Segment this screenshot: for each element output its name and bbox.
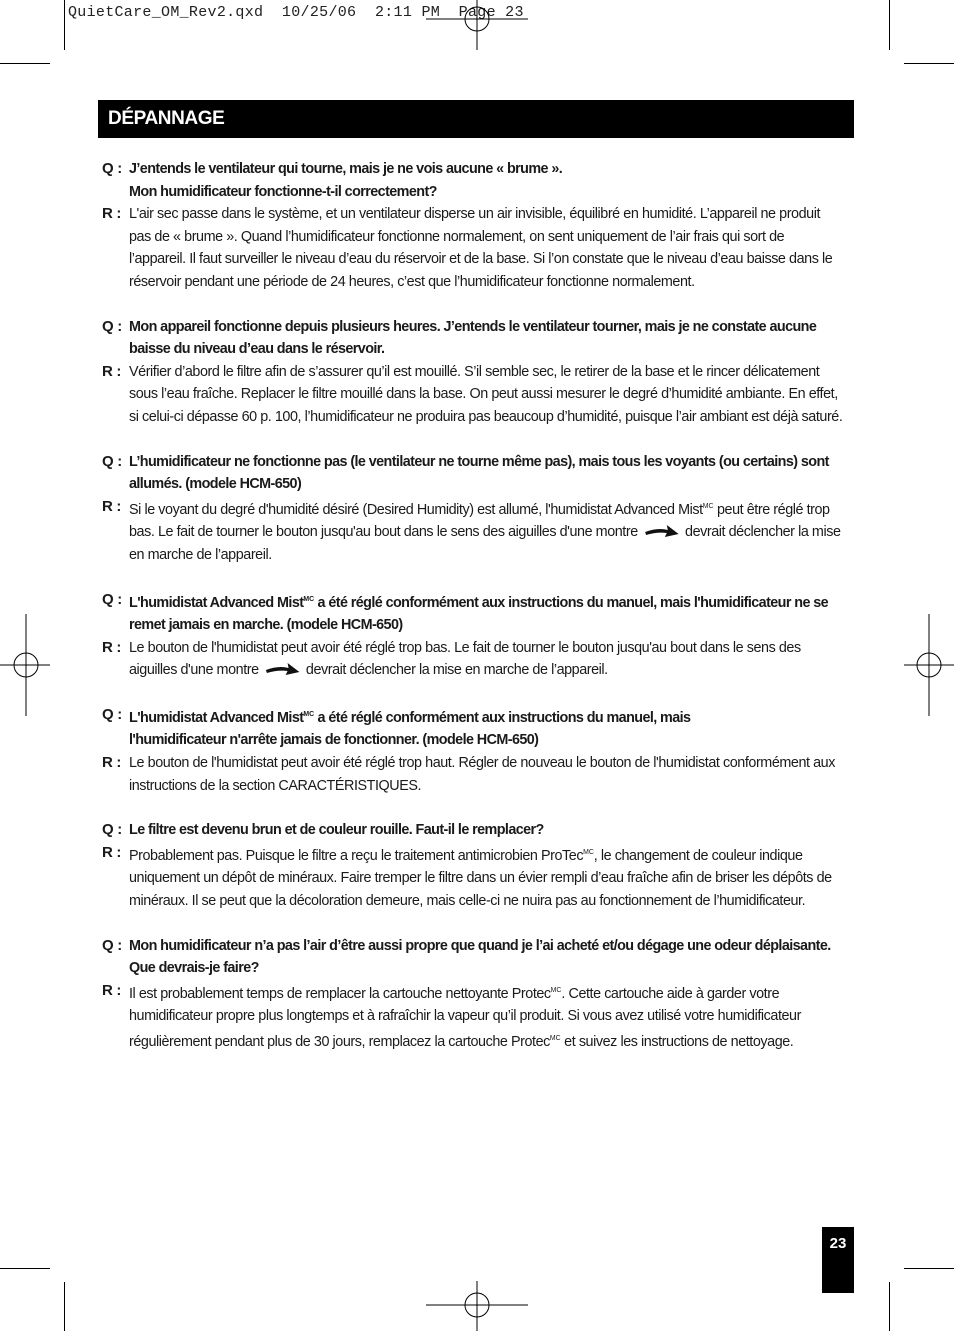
answer-label: R : — [102, 981, 122, 999]
answer-label: R : — [102, 638, 122, 656]
question — [102, 589, 854, 637]
answer — [102, 637, 854, 682]
question-label: Q : — [102, 160, 122, 177]
question-text: J’entends le ventilateur qui tourne, mais je ne vois aucune « brume ». — [129, 161, 563, 177]
answer-text: Il est probablement temps de remplacer la cartouche nettoyante Protec$^{MC}$. Cette cartouche aide à garder votre humidificateur propre plus longtemps et à rafraîchir la vapeur qu’il produit. Si vous avez utilisé votre humidificateur régulièrement pendant plus de 30 jours, remplacez la cartouche Protec$^{MC}$ et suivez les instructions de nettoyage. — [129, 985, 801, 1050]
answer-label: R : — [102, 362, 122, 380]
crop-mark — [904, 1268, 954, 1269]
crop-mark — [889, 0, 890, 50]
faq-item — [102, 819, 854, 912]
question — [102, 451, 854, 496]
answer — [102, 203, 854, 293]
registration-mark-bottom — [426, 1281, 528, 1331]
question-text: L'humidistat Advanced Mist$^{MC}$ a été réglé conformément aux instructions du manuel, mais l'humidificateur n'arrête jamais de fonctionner. (modele HCM-650) — [129, 709, 691, 749]
answer-label: R : — [102, 497, 122, 515]
faq-item — [102, 158, 854, 294]
answer-text: L'air sec passe dans le système, et un ventilateur disperse un air invisible, équilibré en humidité. L’appareil ne produit pas de « brume ». Quand l’humidificateur fonctionne normalement, on sent uniquement de l’air frais qui sort de l’appareil. Il faut surveiller le niveau d’eau du réservoir et de la base. Si l’on constate que le niveau d’eau baisse dans le réservoir pendant une période de 24 heures, c’est que l’humidificateur fonctionne normalement. — [129, 206, 833, 290]
answer — [102, 980, 854, 1054]
crop-mark — [904, 63, 954, 64]
answer-text: Le bouton de l'humidistat peut avoir été réglé trop haut. Régler de nouveau le bouton de l'humidistat conformément aux instructions de la section CARACTÉRISTIQUES. — [129, 755, 835, 794]
answer-text: Si le voyant du degré d'humidité désiré (Desired Humidity) est allumé, l'humidistat Advanced Mist$^{MC}$ peut être réglé trop bas. Le fait de tourner le bouton jusqu'au bout dans le sens des aiguilles d'une montre devrait déclencher la mise en marche de l’appareil. — [129, 501, 841, 563]
clockwise-arrow-icon — [265, 662, 300, 676]
printer-slug: QuietCare_OM_Rev2.qxd 10/25/06 2:11 PM Page 23 — [68, 4, 524, 21]
registration-mark-top — [426, 0, 528, 50]
answer — [102, 496, 854, 567]
registration-mark-right — [904, 614, 954, 716]
answer-label: R : — [102, 754, 122, 772]
question-text: Le filtre est devenu brun et de couleur rouille. Faut-il le remplacer? — [129, 822, 544, 839]
answer-text: Le bouton de l'humidistat peut avoir été réglé trop bas. Le fait de tourner le bouton jusqu'au bout dans le sens des aiguilles d'une montre devrait déclencher la mise en marche de l’appareil. — [129, 639, 801, 679]
question-label: Q : — [102, 317, 122, 335]
answer-text: Probablement pas. Puisque le filtre a reçu le traitement antimicrobien ProTec$^{MC}$, le changement de couleur indique uniquement un dépôt de minéraux. Faire tremper le filtre dans un évier rempli d’eau fraîche afin de briser les dépôts de minéraux. Il se peut que la décoloration demeure, mais celle-ci ne nuira pas au fonctionnement de l’humidificateur. — [129, 847, 832, 910]
answer-label: R : — [102, 843, 122, 861]
faq-item — [102, 935, 854, 1054]
question-label: Q : — [102, 936, 122, 954]
trademark-mark: MC — [702, 502, 714, 510]
crop-mark — [889, 1282, 890, 1331]
question-text: Mon humidificateur n’a pas l’air d’être aussi propre que quand je l’ai acheté et/ou dégage une odeur déplaisante. Que devrais-je faire? — [129, 937, 831, 977]
section-title: DÉPANNAGE — [108, 108, 225, 129]
question — [102, 158, 854, 203]
question-label: Q : — [102, 452, 122, 470]
clockwise-arrow-icon — [644, 524, 679, 538]
faq-item — [102, 589, 854, 682]
question — [102, 819, 854, 842]
answer-label: R : — [102, 205, 122, 223]
page-number: 23 — [829, 1235, 847, 1252]
question-label: Q : — [102, 821, 122, 839]
question-label: Q : — [102, 590, 122, 608]
question-text: Mon humidificateur fonctionne-t-il correctement? — [129, 183, 437, 200]
crop-mark — [0, 63, 50, 64]
crop-mark — [64, 1282, 65, 1331]
trademark-mark: MC — [303, 710, 315, 718]
question — [102, 935, 854, 980]
trademark-mark: MC — [549, 1035, 561, 1042]
crop-mark — [0, 1268, 50, 1269]
faq-item — [102, 316, 854, 429]
question-text: Mon appareil fonctionne depuis plusieurs heures. J’entends le ventilateur tourner, mais je ne constate aucune baisse du niveau d’eau dans le réservoir. — [129, 318, 817, 358]
registration-mark-left — [0, 614, 50, 716]
answer — [102, 752, 854, 797]
trademark-mark: MC — [550, 986, 562, 994]
page-number-tab — [822, 1227, 854, 1293]
question-text: L'humidistat Advanced Mist$^{MC}$ a été réglé conformément aux instructions du manuel, mais l'humidificateur ne se remet jamais en marche. (modele HCM-650) — [129, 594, 829, 634]
faq-item — [102, 704, 854, 797]
faq-list — [102, 158, 854, 1076]
question-label: Q : — [102, 705, 122, 723]
answer — [102, 842, 854, 913]
answer — [102, 361, 854, 429]
trademark-mark: MC — [583, 848, 594, 856]
question — [102, 316, 854, 361]
question — [102, 704, 854, 752]
crop-mark — [64, 0, 65, 50]
faq-item — [102, 451, 854, 567]
trademark-mark: MC — [303, 595, 315, 603]
section-header — [98, 100, 854, 138]
answer-text: Vérifier d’abord le filtre afin de s’assurer qu’il est mouillé. S’il semble sec, le retirer de la base et le rincer délicatement sous l’eau fraîche. Replacer le filtre mouillé dans la base. On peut aussi mesurer le degré d’humidité ambiante. En effet, si celui-ci dépasse 60 p. 100, l’humidificateur ne produira pas beaucoup d’humidité, puisque l’air ambiant est déjà saturé. — [129, 363, 843, 425]
question-text: L’humidificateur ne fonctionne pas (le ventilateur ne tourne même pas), mais tous les voyants (ou certains) sont allumés. (modele HCM-650) — [129, 453, 829, 493]
